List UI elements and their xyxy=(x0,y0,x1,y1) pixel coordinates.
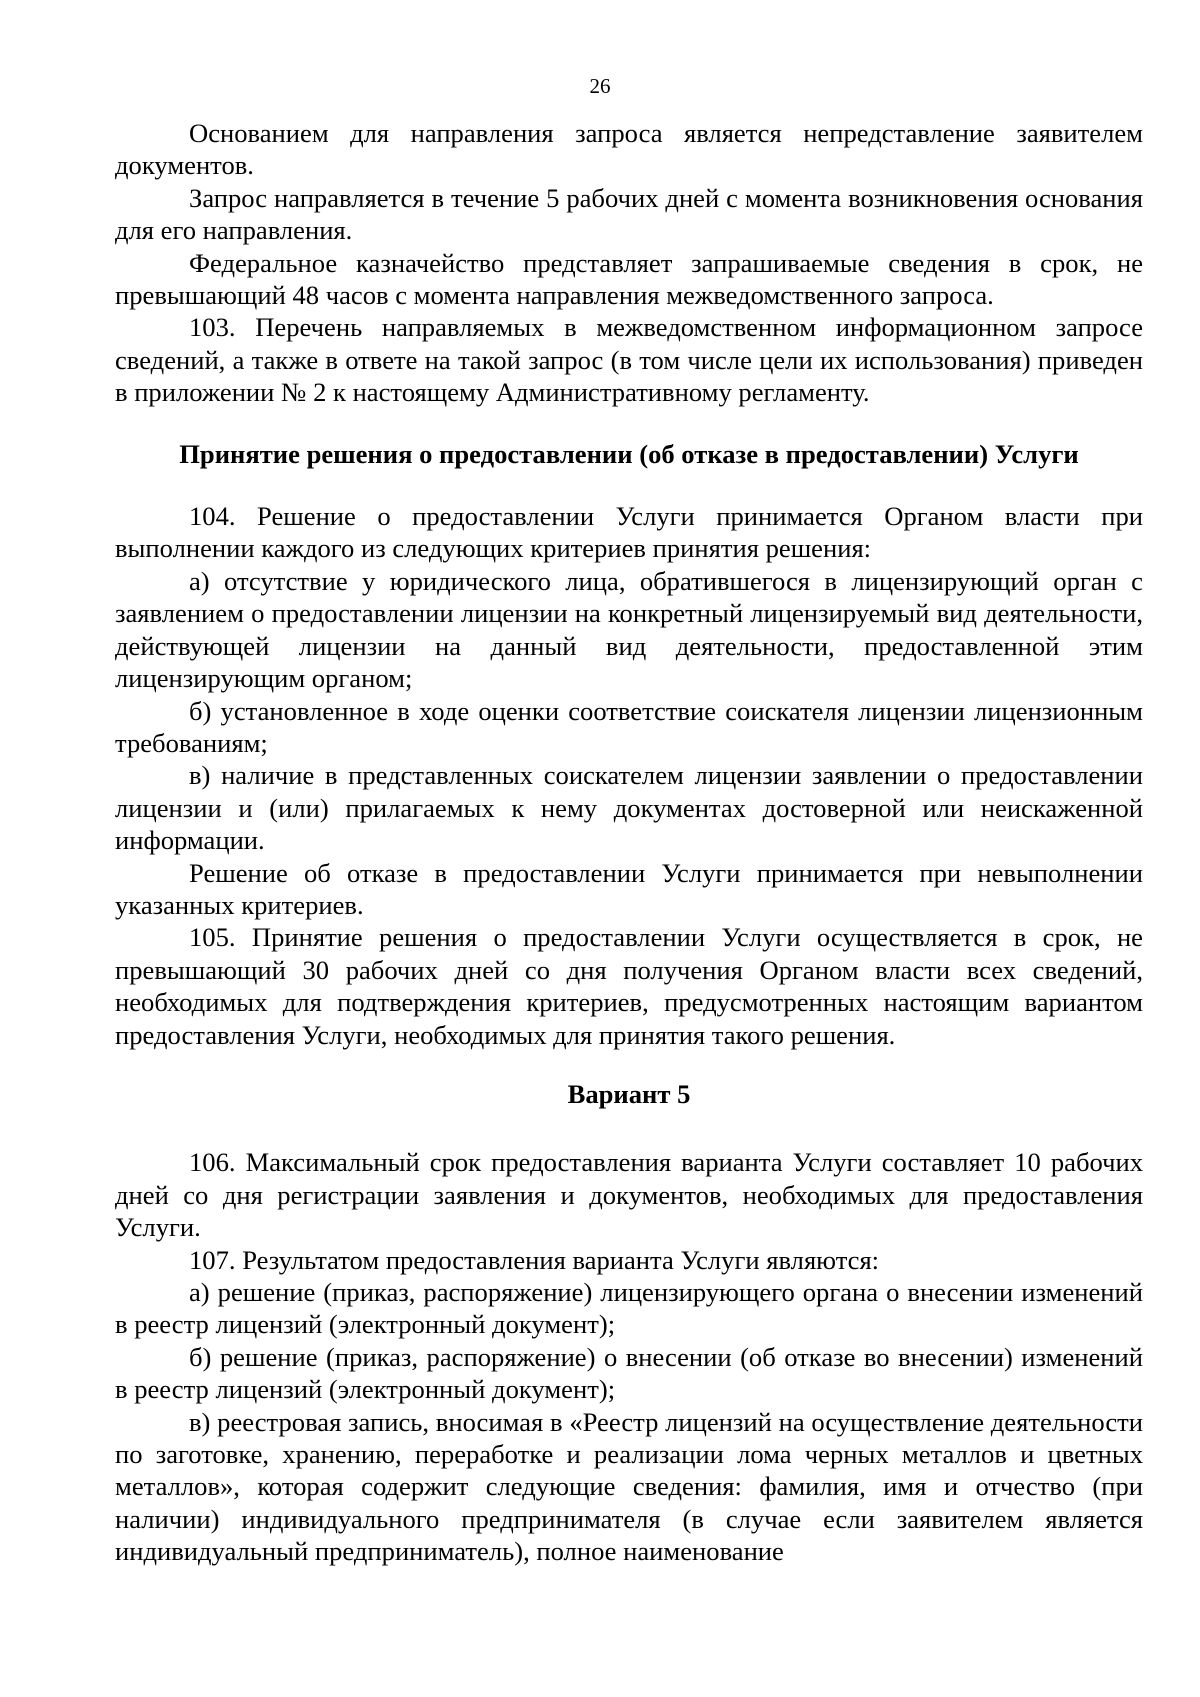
list-item-v: в) наличие в представленных соискателем лицензии заявлении о предоставлении лицензии и (или) прилагаемых к нему документах достоверной или неискаженной информации. xyxy=(115,760,1143,856)
paragraph: Запрос направляется в течение 5 рабочих дней с момента возникновения основания для его направления. xyxy=(115,182,1143,246)
list-item-v: в) реестровая запись, вносимая в «Реестр лицензий на осуществление деятельности по заготовке, хранению, переработке и реализации лома черных металлов и цветных металлов», которая содержит следующие сведения: фамилия, имя и отчество (при наличии) индивидуального предпринимателя (в случае если заявителем является индивидуальный предприниматель), полное наименование xyxy=(115,1406,1143,1567)
list-item-b: б) решение (приказ, распоряжение) о внесении (об отказе во внесении) изменений в реестр лицензий (электронный документ); xyxy=(115,1341,1143,1405)
paragraph: Федеральное казначейство представляет запрашиваемые сведения в срок, не превышающий 48 часов с момента направления межведомственного запроса. xyxy=(115,247,1143,311)
document-body xyxy=(115,117,1143,1568)
section-heading-variant-5: Вариант 5 xyxy=(567,1078,691,1109)
paragraph: Основанием для направления запроса является непредставление заявителем документов. xyxy=(115,118,1143,181)
paragraph-107: 107. Результатом предоставления варианта Услуги являются: xyxy=(189,1244,880,1275)
section-heading-decision: Принятие решения о предоставлении (об отказе в предоставлении) Услуги xyxy=(179,438,1079,469)
spacer xyxy=(115,409,1143,438)
paragraph-106: 106. Максимальный срок предоставления варианта Услуги составляет 10 рабочих дней со дня регистрации заявления и документов, необходимых для предоставления Услуги. xyxy=(115,1147,1143,1243)
paragraph-104: 104. Решение о предоставлении Услуги принимается Органом власти при выполнении каждого из следующих критериев принятия решения: xyxy=(115,501,1143,564)
list-item-b: б) установленное в ходе оценки соответствие соискателя лицензии лицензионным требованиям; xyxy=(115,695,1143,758)
paragraph-105: 105. Принятие решения о предоставлении Услуги осуществляется в срок, не превышающий 30 рабочих дней со дня получения Органом власти всех сведений, необходимых для подтверждения критериев, предусмотренных настоящим вариантом предоставления Услуги, необходимых для принятия такого решения. xyxy=(115,922,1143,1050)
paragraph: Решение об отказе в предоставлении Услуги принимается при невыполнении указанных критериев. xyxy=(115,857,1143,920)
list-item-a: а) решение (приказ, распоряжение) лицензирующего органа о внесении изменений в реестр лицензий (электронный документ); xyxy=(115,1277,1143,1340)
list-item-a: а) отсутствие у юридического лица, обратившегося в лицензирующий орган с заявлением о предоставлении лицензии на конкретный лицензируемый вид деятельности, действующей лицензии на данный вид деятельности, предоставленной этим лицензирующим органом; xyxy=(115,565,1143,694)
spacer xyxy=(115,470,1143,500)
page-number: 26 xyxy=(589,74,611,98)
spacer xyxy=(115,1051,1143,1078)
paragraph-103: 103. Перечень направляемых в межведомственном информационном запросе сведений, а также в ответе на такой запрос (в том числе цели их использования) приведен в приложении № 2 к настоящему Административному регламенту. xyxy=(115,312,1143,408)
spacer xyxy=(115,1110,1143,1146)
